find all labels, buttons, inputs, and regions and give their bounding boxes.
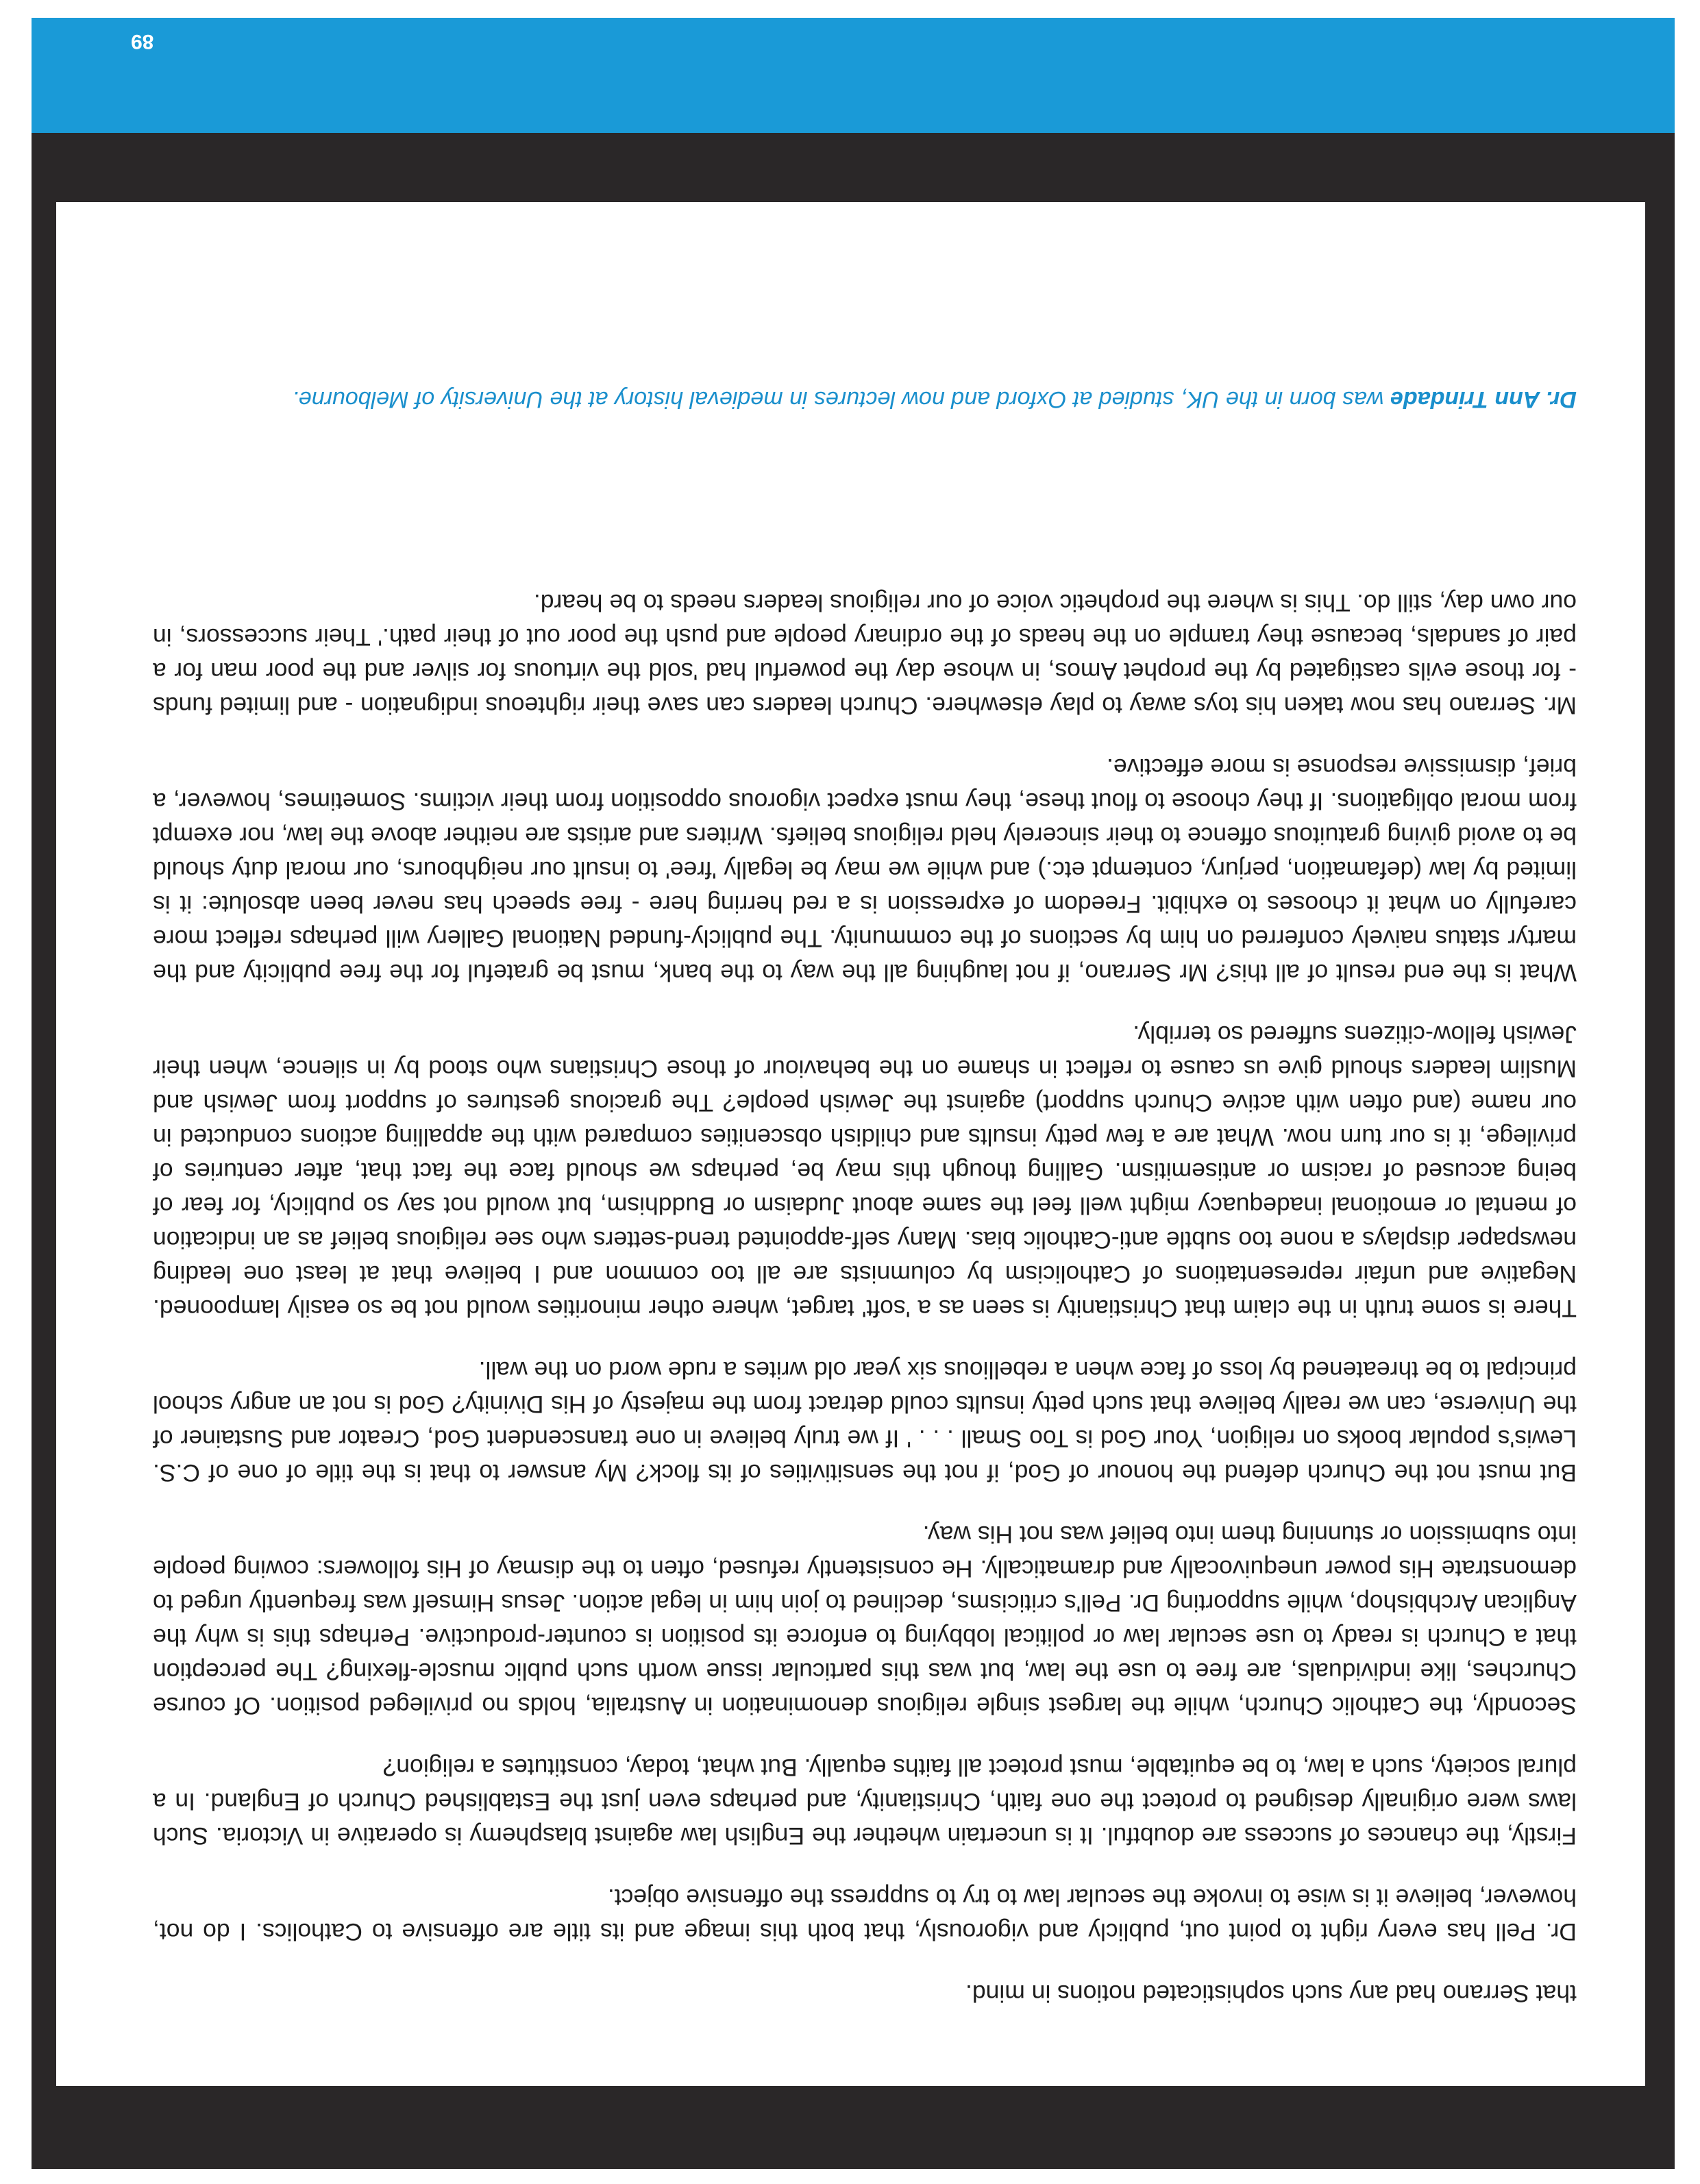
paragraph-5: But must not the Church defend the honour of God, if not the sensitivities of its flock? My answer to that is the title of one of C.S. Lewis's popular books on religion, Your God is Too Small . . . ' If we truly believe in one transcendent God, Creator and Sustainer of the Universe, can we really believe that such petty insults could detract from the majesty of His Divinity? God is not an angry school principal to be threatened by loss of face when a rebellious six year old writes a rude word on the wall.: [153, 1356, 1577, 1487]
page-number: 89: [131, 30, 154, 53]
article-body: [153, 558, 1577, 2011]
paragraph-7: What is the end result of all this? Mr Serrano, if not laughing all the way to the bank, must be grateful for the free publicity and the martyr status naively conferred on him by sections of the community. The publicly-funded National Gallery will perhaps reflect more carefully on what it chooses to exhibit. Freedom of expression is a red herring here - free speech has never been absolute: it is limited by law (defamation, perjury, contempt etc.) and while we may be legally 'free' to insult our neighbours, our moral duty should be to avoid giving gratuitous offence to their sincerely held religious beliefs. Writers and artists are neither above the law, nor exempt from moral obligations. If they choose to flout these, they must expect vigorous opposition from their victims. Sometimes, however, a brief, dismissive response is more effective.: [153, 754, 1577, 986]
paragraph-3: Firstly, the chances of success are doubtful. It is uncertain whether the English law against blasphemy is operative in Victoria. Such laws were originally designed to protect the one faith, Christianity, and perhaps even just the Established Church of England. In a plural society, such a law, to be equitable, must protect all faiths equally. But what, today, constitutes a religion?: [153, 1754, 1577, 1850]
paragraph-8: Mr. Serrano has now taken his toys away to play elsewhere. Church leaders can save their righteous indignation - and limited funds - for those evils castigated by the prophet Amos, in whose day the powerful had 'sold the virtuous for silver and the poor man for a pair of sandals, because they trample on the heads of the ordinary people and push the poor out of their path.' Their successors, in our own day, still do. This is where the prophetic voice of our religious leaders needs to be heard.: [153, 589, 1577, 719]
paragraph-4: Secondly, the Catholic Church, while the largest single religious denomination in Australia, holds no privileged position. Of course Churches, like individuals, are free to use the law, but was this particular issue worth such public muscle-flexing? The perception that a Church is ready to use secular law or political lobbying to enforce its position is counter-productive. Perhaps this is why the Anglican Archbishop, while supporting Dr. Pell's criticisms, declined to join him in legal action. Jesus Himself was frequently urged to demonstrate His power unequivocally and dramatically. He consistently refused, often to the dismay of His followers: cowing people into submission or stunning them into belief was not His way.: [153, 1521, 1577, 1720]
paragraph-2: Dr. Pell has every right to point out, publicly and vigorously, that both this image and its title are offensive to Catholics. I do not, however, believe it is wise to invoke the secular law to try to suppress the offensive object.: [153, 1884, 1577, 1946]
author-bio-text: was born in the UK, studied at Oxford and now lectures in medieval history at the University of Melbourne.: [292, 386, 1390, 412]
author-name: Dr. Ann Trindade: [1390, 386, 1577, 412]
article-paper: [56, 202, 1645, 2086]
paragraph-6: There is some truth in the claim that Christianity is seen as a 'soft' target, where other minorities would not be so easily lampooned. Negative and unfair representations of Catholicism by columnists are all too common and I believe that at least one leading newspaper displays a none too subtle anti-Catholic bias. Many self-appointed trend-setters who see religious belief as an indication of mental or emotional inadequacy might well feel the same about Judaism or Buddhism, but would not say so publicly, for fear of being accused of racism or antisemitism. Galling though this may be, perhaps we should face the fact that, after centuries of privilege, it is our turn now. What are a few petty insults and childish obscenities compared with the appalling actions conducted in our name (and often with active Church support) against the Jewish people? The gracious gestures of support from Jewish and Muslim leaders should give us cause to reflect in shame on the behaviour of those Christians who stood by in silence, when their Jewish fellow-citizens suffered so terribly.: [153, 1021, 1577, 1322]
paragraph-1: that Serrano had any such sophisticated notions in mind.: [965, 1980, 1577, 2007]
author-bio: [138, 383, 1577, 416]
header-band: [32, 18, 1675, 133]
